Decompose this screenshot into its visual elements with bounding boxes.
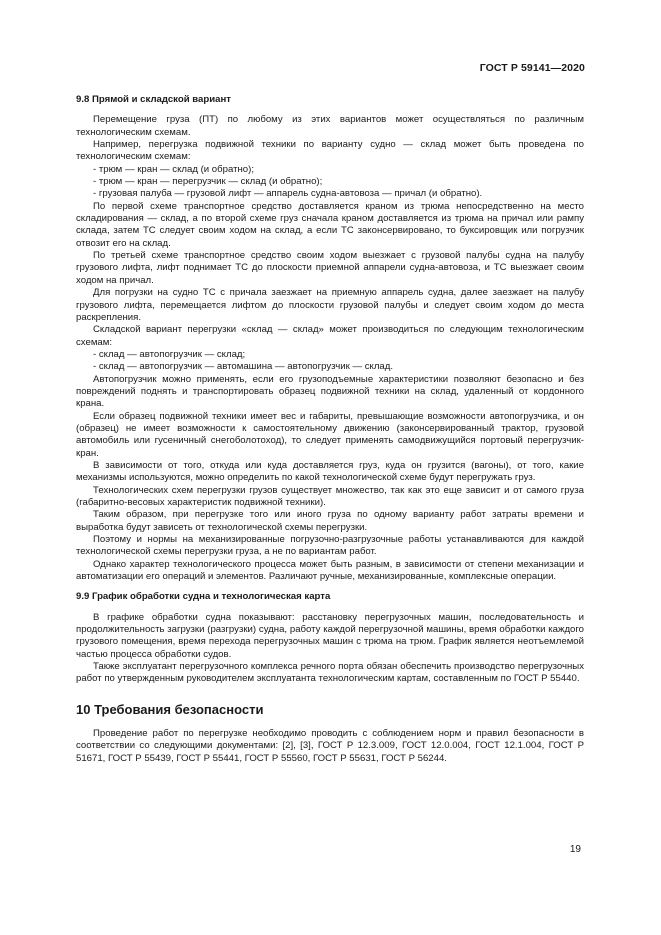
paragraph: В графике обработки судна показывают: расстановку перегрузочных машин, последовательность и продолжительность загрузки (разгрузки) судна, работу каждой перегрузочной машины, время обработки каждого грузового помещения, время перехода перегрузочных машин с трюма на трюм. График является неотъемлемой частью процесса обработки судов.: [76, 611, 584, 660]
list-item: - грузовая палуба — грузовой лифт — аппарель судна-автовоза — причал (и обратно).: [93, 188, 483, 200]
page-number: 19: [569, 844, 581, 855]
paragraph: Перемещение груза (ПТ) по любому из этих вариантов может осуществляться по различным технологическим схемам.: [76, 114, 584, 138]
paragraph: Например, перегрузка подвижной техники по варианту судно — склад может быть проведена по технологическим схемам:: [76, 139, 584, 163]
paragraph: Проведение работ по перегрузке необходимо проводить с соблюдением норм и правил безопасности в соответствии со следующими документами: [2], [3], ГОСТ Р 12.3.009, ГОСТ 12.0.004, ГОСТ 12.1.004, ГОСТ Р 51671, ГОСТ Р 55439, ГОСТ Р 55441, ГОСТ Р 55560, ГОСТ Р 55631, ГОСТ Р 56244.: [76, 727, 584, 764]
list-item: - трюм — кран — склад (и обратно);: [93, 163, 254, 175]
section-9-9-title: 9.9 График обработки судна и технологическая карта: [76, 591, 331, 603]
paragraph: Складской вариант перегрузки «склад — склад» может производиться по следующим технологическим схемам:: [76, 324, 584, 348]
standard-header: ГОСТ Р 59141—2020: [479, 62, 585, 74]
paragraph: Для погрузки на судно ТС с причала заезжает на приемную аппарель судна, далее заезжает на палубу грузового лифта, перемещается лифтом до плоскости грузовой палубы и следует своим ходом до места раскрепления.: [76, 287, 584, 323]
paragraph: По первой схеме транспортное средство доставляется краном из трюма непосредственно на место складирования — склад, а по второй схеме груз сначала краном доставляется из трюма на причал или рампу склада, затем ТС следует своим ходом на склад, а если ТС законсервировано, то буксировщик или погрузчик отвозит его на склад.: [76, 200, 584, 249]
section-10-title: 10 Требования безопасности: [76, 701, 264, 717]
paragraph: Поэтому и нормы на механизированные погрузочно-разгрузочные работы устанавливаются для каждой технологической схемы перегрузки груза, а не по вариантам работ.: [76, 534, 584, 558]
list-item: - склад — автопогрузчик — автомашина — автопогрузчик — склад.: [93, 361, 394, 373]
page-content: [76, 94, 584, 765]
section-9-8-title: 9.8 Прямой и складской вариант: [76, 94, 231, 105]
list-item: - склад — автопогрузчик — склад;: [93, 348, 246, 360]
paragraph: В зависимости от того, откуда или куда доставляется груз, куда он грузится (вагоны), от того, какие механизмы используются, можно определить по какой технологической схеме будут перегружать груз.: [76, 459, 584, 484]
paragraph: По третьей схеме транспортное средство своим ходом выезжает с грузовой палубы судна на палубу грузового лифта, лифт поднимает ТС до плоскости приемной аппарели судна-автовоза, и ТС выезжает своим ходом на причал.: [76, 250, 584, 286]
list-item: - трюм — кран — перегрузчик — склад (и обратно);: [93, 176, 323, 188]
paragraph: Таким образом, при перегрузке того или иного груза по одному варианту работ затраты времени и выработка будут зависеть от технологической схемы перегрузки.: [76, 509, 584, 533]
paragraph: Если образец подвижной техники имеет вес и габариты, превышающие возможности автопогрузчика, и он (образец) не имеет возможности к самостоятельному движению (законсервированный трактор, грузовой автомобиль или гусеничный снегоболотоход), то следует применять самодвижущийся портовый перегрузчик-кран.: [76, 410, 584, 459]
paragraph: Также эксплуатант перегрузочного комплекса речного порта обязан обеспечить производство перегрузочных работ по утвержденным руководителем эксплуатанта технологическим картам, составленным по ГОСТ Р 55440.: [76, 661, 584, 685]
paragraph: Технологических схем перегрузки грузов существует множество, так как это еще зависит и от самого груза (габаритно-весовых характеристик подвижной техники).: [76, 484, 584, 508]
paragraph: Автопогрузчик можно применять, если его грузоподъемные характеристики позволяют безопасно и без повреждений поднять и транспортировать образец подвижной техники на склад, удаленный от кордонного крана.: [76, 373, 584, 410]
paragraph: Однако характер технологического процесса может быть разным, в зависимости от степени механизации и автоматизации его операций и элементов. Различают ручные, механизированные, комплексные операции.: [76, 558, 584, 583]
